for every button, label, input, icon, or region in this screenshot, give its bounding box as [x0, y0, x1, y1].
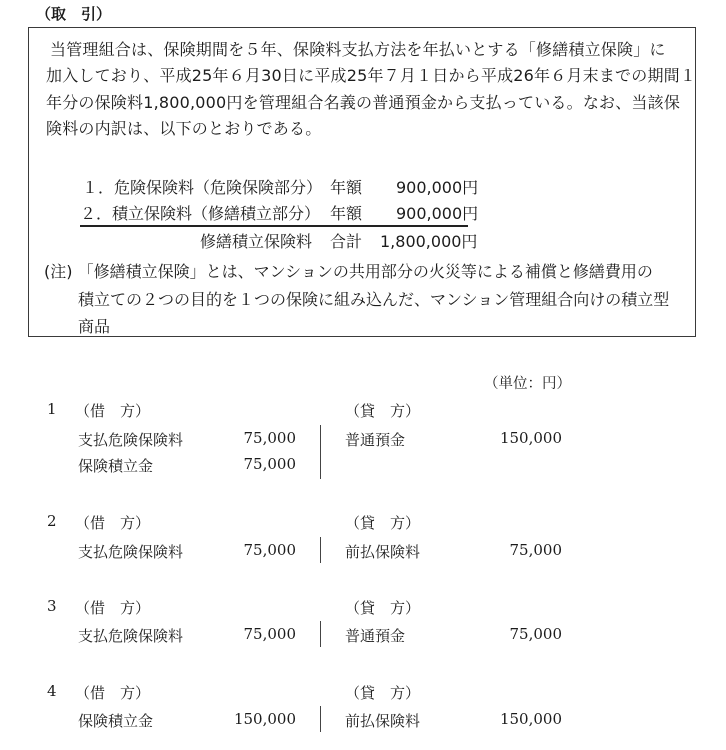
option-1-debit-amount-1: 75,000 [243, 429, 296, 447]
breakdown-item-1-label: １．危険保険料（危険保険部分） [82, 178, 323, 197]
option-3-divider [320, 621, 321, 647]
option-3-debit-amount-1: 75,000 [243, 625, 296, 643]
option-2-debit-account-1: 支払危険保険料 [78, 543, 184, 561]
option-3-debit-account-1: 支払危険保険料 [78, 627, 184, 645]
breakdown-item-1-kind: 年額 [330, 178, 363, 197]
breakdown-item-2-amount: 900,000円 [396, 204, 479, 223]
total-label: 修繕積立保険料 [200, 232, 313, 251]
option-4-credit-account-1: 前払保険料 [345, 712, 421, 730]
option-3-number: 3 [47, 597, 57, 615]
option-2-number: 2 [47, 512, 57, 530]
transaction-line-2: 加入しており、平成25年６月30日に平成25年７月１日から平成26年６月末までの期間１ [46, 66, 697, 85]
transaction-line-1: 当管理組合は、保険期間を５年、保険料支払方法を年払いとする「修繕積立保険」に [50, 40, 666, 59]
breakdown-item-2-kind: 年額 [330, 204, 363, 223]
unit-label: （単位：円） [484, 376, 571, 392]
option-2-divider [320, 537, 321, 563]
total-amount: 1,800,000円 [380, 232, 478, 251]
breakdown-item-2-row [80, 201, 479, 227]
section-label: （取 引） [36, 5, 112, 23]
note-line-1: (注) 「修繕積立保険」とは、マンションの共用部分の火災等による補償と修繕費用の [44, 262, 653, 281]
option-2-debit-amount-1: 75,000 [243, 541, 296, 559]
option-2-debit-header: （借 方） [75, 514, 151, 532]
option-1-credit-header: （貸 方） [345, 402, 421, 420]
option-4-number: 4 [47, 682, 57, 700]
option-1-credit-amount-1: 150,000 [499, 429, 562, 447]
note-line-2: 積立ての２つの目的を１つの保険に組み込んだ、マンション管理組合向けの積立型 [78, 290, 670, 309]
option-4-debit-amount-1: 150,000 [233, 710, 296, 728]
option-4-debit-account-1: 保険積立金 [78, 712, 154, 730]
breakdown-item-1-amount: 900,000円 [396, 178, 479, 197]
breakdown-item-2-label: ２．積立保険料（修繕積立部分） [80, 204, 321, 223]
option-2-credit-amount-1: 75,000 [509, 541, 562, 559]
option-4-debit-header: （借 方） [75, 684, 151, 702]
option-1-debit-amount-2: 75,000 [243, 455, 296, 473]
option-4-credit-amount-1: 150,000 [499, 710, 562, 728]
option-3-credit-account-1: 普通預金 [345, 627, 406, 645]
option-2-credit-account-1: 前払保険料 [345, 543, 421, 561]
option-1-debit-header: （借 方） [75, 402, 151, 420]
option-1-debit-account-1: 支払危険保険料 [78, 431, 184, 449]
transaction-line-4: 険料の内訳は、以下のとおりである。 [46, 119, 322, 138]
transaction-line-3: 年分の保険料1,800,000円を管理組合名義の普通預金から支払っている。なお、当該保 [46, 93, 681, 112]
option-1-credit-account-1: 普通預金 [345, 431, 406, 449]
option-4-divider [320, 706, 321, 732]
note-line-3: 商品 [78, 317, 111, 336]
option-4-credit-header: （貸 方） [345, 684, 421, 702]
option-1-debit-account-2: 保険積立金 [78, 457, 154, 475]
option-3-credit-amount-1: 75,000 [509, 625, 562, 643]
option-1-divider [320, 425, 321, 479]
option-3-debit-header: （借 方） [75, 599, 151, 617]
option-1-number: 1 [47, 400, 57, 418]
total-kind: 合計 [330, 232, 363, 251]
option-2-credit-header: （貸 方） [345, 514, 421, 532]
option-3-credit-header: （貸 方） [345, 599, 421, 617]
